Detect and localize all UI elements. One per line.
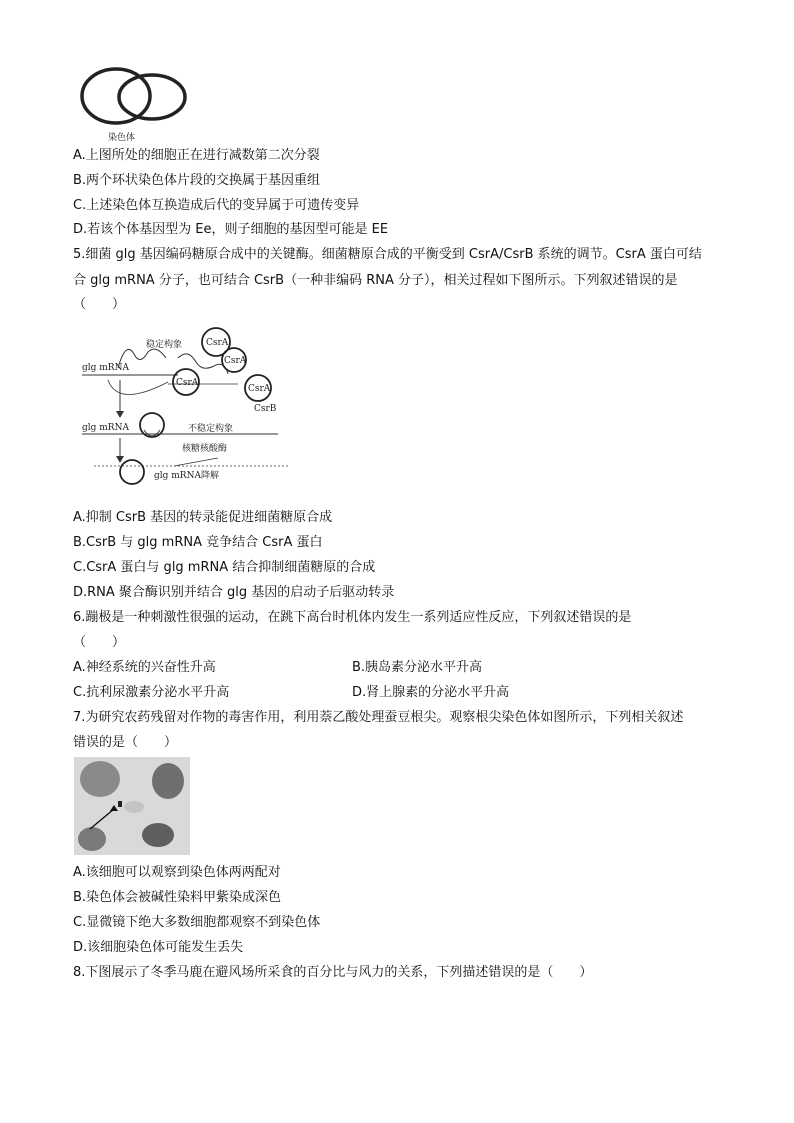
q4-option-a: A.上图所处的细胞正在进行减数第二次分裂 xyxy=(73,148,320,163)
chromosome-label: 染色体 xyxy=(108,133,136,143)
rnase-label: 核糖核酸酶 xyxy=(182,444,228,454)
q5-stem-line2: 合 glg mRNA 分子，也可结合 CsrB（一种非编码 RNA 分子），相关过程如下图所示。下列叙述错误的是 xyxy=(73,273,678,288)
q7-stem-line1: 7.为研究农药残留对作物的毒害作用，利用萘乙酸处理蚕豆根尖。观察根尖染色体如图所示，下列相关叙述 xyxy=(73,710,684,725)
degrade-label: glg mRNA降解 xyxy=(154,471,219,481)
q5-stem-line1: 5.细菌 glg 基因编码糖原合成中的关键酶。细菌糖原合成的平衡受到 CsrA/CsrB 系统的调节。CsrA 蛋白可结 xyxy=(73,247,702,262)
root-tip-micrograph xyxy=(74,757,190,855)
unstable-label: 不稳定构象 xyxy=(188,424,234,434)
ring-chromosome-figure xyxy=(72,62,192,146)
csrb-label: CsrB xyxy=(254,404,277,414)
q7-option-b: B.染色体会被碱性染料甲紫染成深色 xyxy=(73,890,282,905)
q7-option-a: A.该细胞可以观察到染色体两两配对 xyxy=(73,865,281,880)
csra-label-2: CsrA xyxy=(224,356,247,366)
q5-option-d: D.RNA 聚合酶识别并结合 glg 基因的启动子后驱动转录 xyxy=(73,585,395,600)
q6-stem-line1: 6.蹦极是一种刺激性很强的运动，在跳下高台时机体内发生一系列适应性反应，下列叙述错误的是 xyxy=(73,610,632,625)
glg-mrna-top-label: glg mRNA xyxy=(82,363,129,373)
csra-label-4: CsrA xyxy=(248,384,271,394)
q6-stem-line2: （ ） xyxy=(73,635,126,650)
q6-option-c: C.抗利尿激素分泌水平升高 xyxy=(73,685,230,700)
q6-option-a: A.神经系统的兴奋性升高 xyxy=(73,660,216,675)
q5-option-b: B.CsrB 与 glg mRNA 竞争结合 CsrA 蛋白 xyxy=(73,535,323,550)
q5-option-a: A.抑制 CsrB 基因的转录能促进细菌糖原合成 xyxy=(73,510,333,525)
q6-option-b: B.胰岛素分泌水平升高 xyxy=(352,660,483,675)
q5-stem-line3: （ ） xyxy=(73,297,126,312)
csra-csrb-figure xyxy=(78,318,298,490)
q7-stem-line2: 错误的是（ ） xyxy=(73,735,178,750)
q4-option-d: D.若该个体基因型为 Ee，则子细胞的基因型可能是 EE xyxy=(73,222,389,237)
csra-proteins xyxy=(173,328,271,401)
csra-label-1: CsrA xyxy=(206,338,229,348)
q6-option-d: D.肾上腺素的分泌水平升高 xyxy=(352,685,510,700)
q7-option-d: D.该细胞染色体可能发生丢失 xyxy=(73,940,244,955)
q4-option-b: B.两个环状染色体片段的交换属于基因重组 xyxy=(73,173,321,188)
stable-label: 稳定构象 xyxy=(146,340,183,350)
q8-stem: 8.下图展示了冬季马鹿在避风场所采食的百分比与风力的关系，下列描述错误的是（ ） xyxy=(73,965,593,980)
csra-label-3: CsrA xyxy=(176,378,199,388)
q5-option-c: C.CsrA 蛋白与 glg mRNA 结合抑制细菌糖原的合成 xyxy=(73,560,376,575)
q7-option-c: C.显微镜下绝大多数细胞都观察不到染色体 xyxy=(73,915,321,930)
q4-option-c: C.上述染色体互换造成后代的变异属于可遗传变异 xyxy=(73,198,360,213)
glg-mrna-mid-label: glg mRNA xyxy=(82,423,129,433)
